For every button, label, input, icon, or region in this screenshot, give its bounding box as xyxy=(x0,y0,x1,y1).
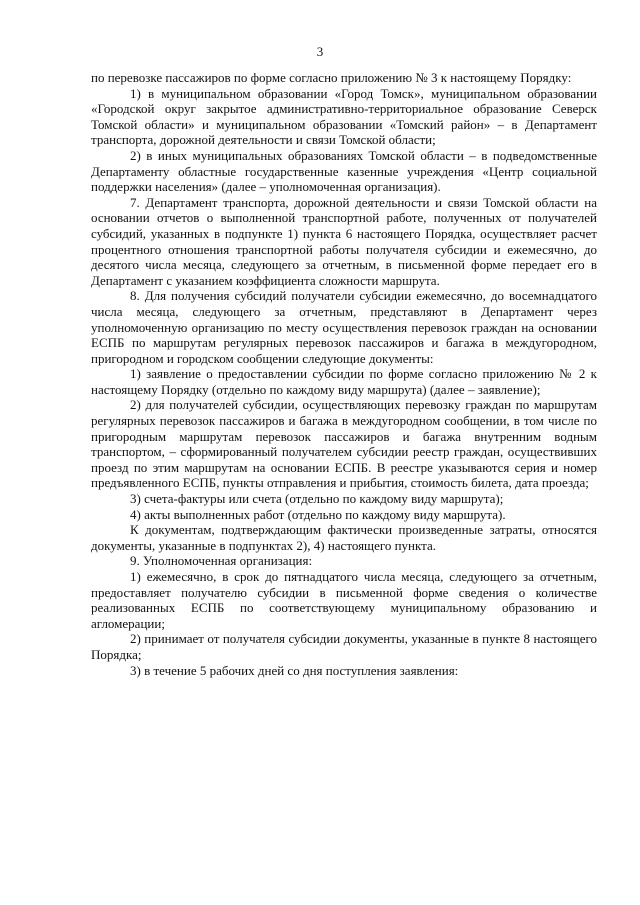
paragraph-clause-8-note: К документам, подтверждающим фактически произведенные затраты, относятся документы, указанные в подпунктах 2), 4) настоящего пункта. xyxy=(91,522,597,553)
document-body xyxy=(91,70,597,678)
paragraph-clause-9-item-1: 1) ежемесячно, в срок до пятнадцатого числа месяца, следующего за отчетным, предоставляет получателю субсидии в письменной форме сведения о количестве реализованных ЕСПБ по соответствующему муниципальному образованию и агломерации; xyxy=(91,569,597,631)
paragraph-subitem-1-tomsk: 1) в муниципальном образовании «Город Томск», муниципальном образовании «Городской округ закрытое административно-территориальное образование Северск Томской области» и муниципальном образовании «Томский район» – в Департамент транспорта, дорожной деятельности и связи Томской области; xyxy=(91,85,597,148)
paragraph-clause-9-item-2: 2) принимает от получателя субсидии документы, указанные в пункте 8 настоящего Порядка; xyxy=(91,631,597,662)
paragraph-clause-8-item-1: 1) заявление о предоставлении субсидии по форме согласно приложению № 2 к настоящему Порядку (отдельно по каждому виду маршрута) (далее – заявление); xyxy=(91,366,597,397)
paragraph-clause-9: 9. Уполномоченная организация: xyxy=(130,553,313,569)
paragraph-continuation: по перевозке пассажиров по форме согласно приложению № 3 к настоящему Порядку: xyxy=(91,70,572,85)
paragraph-clause-8: 8. Для получения субсидий получатели субсидии ежемесячно, до восемнадцатого числа месяца, следующего за отчетным, представляют в Департамент через уполномоченную организацию по месту осуществления перевозок граждан на основании ЕСПБ по маршрутам регулярных перевозок пассажиров и багажа в междугородном, пригородном и городском сообщении следующие документы: xyxy=(91,288,597,366)
paragraph-subitem-2-other: 2) в иных муниципальных образованиях Томской области – в подведомственные Департаменту областные государственные казенные учреждения «Центр социальной поддержки населения» (далее – уполномоченная организация). xyxy=(91,147,597,195)
paragraph-clause-8-item-3: 3) счета-фактуры или счета (отдельно по каждому виду маршрута); xyxy=(130,491,504,507)
paragraph-clause-8-item-2: 2) для получателей субсидии, осуществляющих перевозку граждан по маршрутам регулярных перевозок пассажиров и багажа в междугородном сообщении, в том числе по пригородным маршрутам перевозок пассажиров и багажа внутренним водным транспортом, – сформированный получателем субсидии реестр граждан, осуществивших проезд по этим маршрутам на основании ЕСПБ. В реестре указываются серия и номер предъявленного ЕСПБ, пункты отправления и прибытия, стоимость билета, дата проезда; xyxy=(91,397,597,491)
page-number: 3 xyxy=(316,44,324,59)
paragraph-clause-7: 7. Департамент транспорта, дорожной деятельности и связи Томской области на основании отчетов о выполненной транспортной работе, полученных от получателей субсидий, указанных в подпункте 1) пункта 6 настоящего Порядка, осуществляет расчет процентного отношения транспортной работы получателя субсидии и ежемесячно, до десятого числа месяца, следующего за отчетным, в письменной форме передает его в Департамент с указанием коэффициента сложности маршрута. xyxy=(91,194,597,288)
paragraph-clause-9-item-3: 3) в течение 5 рабочих дней со дня поступления заявления: xyxy=(130,662,459,678)
paragraph-clause-8-item-4: 4) акты выполненных работ (отдельно по каждому виду маршрута). xyxy=(130,506,506,522)
